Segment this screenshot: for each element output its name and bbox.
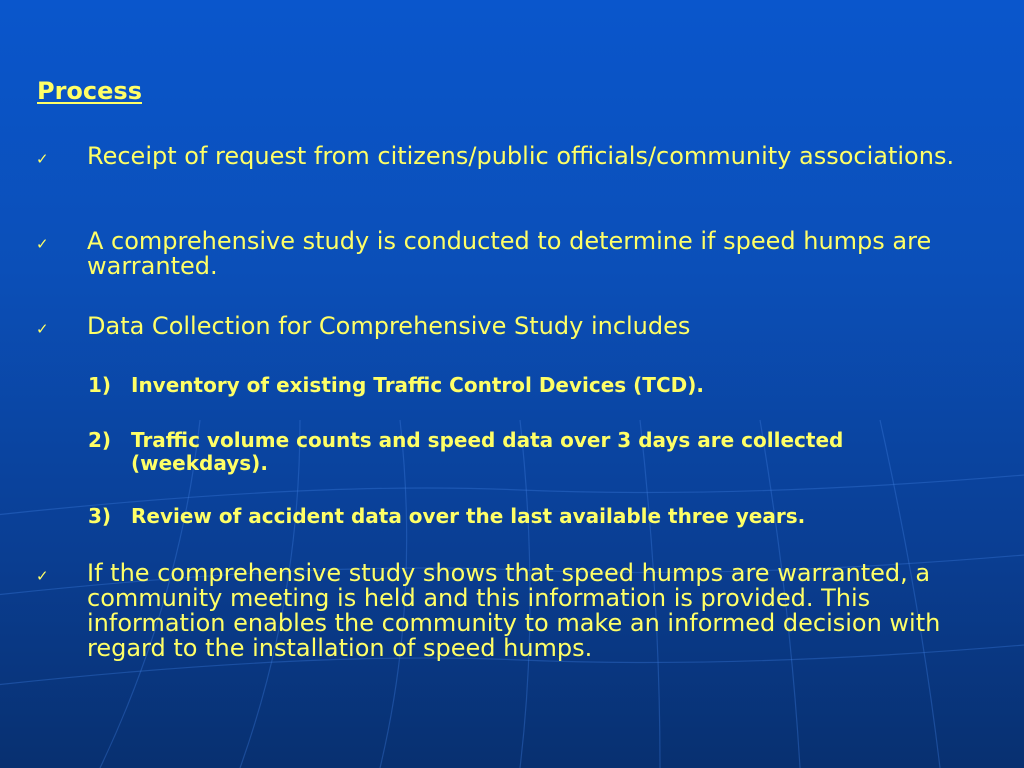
bullet-text: Data Collection for Comprehensive Study includes — [87, 312, 691, 340]
item-text: Review of accident data over the last available three years. — [131, 504, 806, 528]
checkmark-icon: ✓ — [36, 150, 49, 168]
item-number: 2) — [88, 428, 112, 452]
checkmark-icon: ✓ — [36, 320, 49, 338]
bullet-text: If the comprehensive study shows that speed humps are warranted, a community meeting is held and this information is provided. This information enables the community to make an informed decision with regard to the installation of speed humps. — [87, 559, 941, 662]
item-text: Inventory of existing Traffic Control Devices (TCD). — [131, 373, 704, 397]
checkmark-icon: ✓ — [36, 235, 49, 253]
bullet-text: A comprehensive study is conducted to determine if speed humps are warranted. — [87, 227, 932, 280]
slide-heading: Process — [37, 77, 142, 105]
item-text: Traffic volume counts and speed data over 3 days are collected (weekdays). — [131, 428, 844, 475]
bullet-text: Receipt of request from citizens/public officials/community associations. — [87, 142, 955, 170]
checkmark-icon: ✓ — [36, 567, 49, 585]
item-number: 1) — [88, 373, 112, 397]
item-number: 3) — [88, 504, 112, 528]
